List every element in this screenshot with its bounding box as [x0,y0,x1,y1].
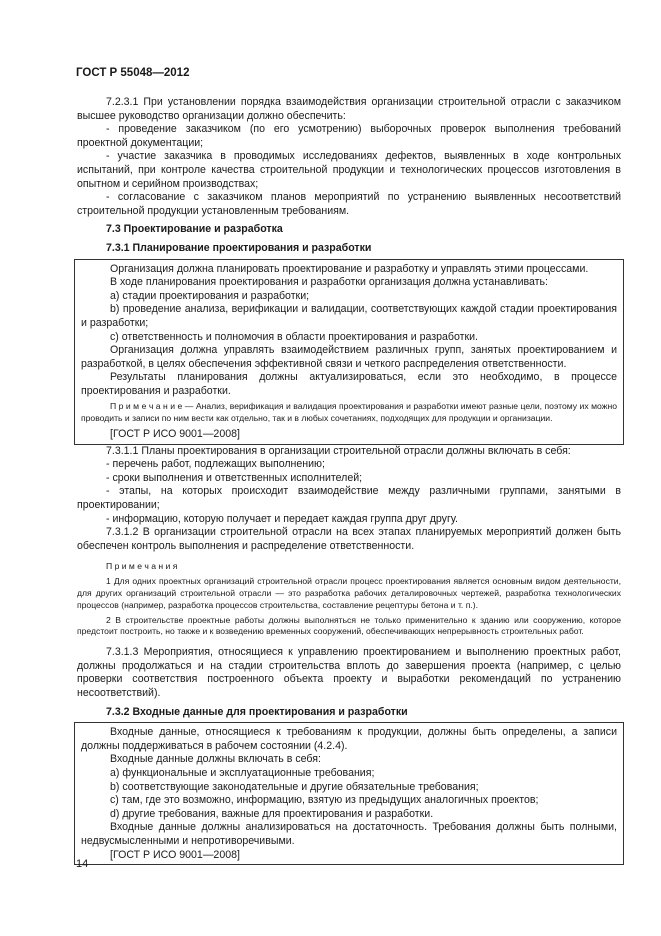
list-item: - согласование с заказчиком планов мероприятий по устранению выявленных несоответствий строительной продукции установленным требованиям. [77,191,621,217]
box-line: d) другие требования, важные для проектирования и разработки. [110,807,434,820]
box-line: Организация должна планировать проектирование и разработку и управлять этими процессами. [110,262,589,275]
subsection-heading: 7.3.2 Входные данные для проектирования и разработки [106,705,408,718]
list-item: - этапы, на которых происходит взаимодействие между различными группами, занятыми в проектировании; [77,485,621,512]
box-line: Входные данные должны анализироваться на достаточность. Требования должны быть полными, недвусмысленными и непротиворечивыми. [81,821,617,847]
paragraph: 7.3.1.2 В организации строительной отрасли на всех этапах планируемых мероприятий должен быть обеспечен контроль выполнения и распределение ответственности. [77,526,621,552]
subsection-heading: 7.3.1 Планирование проектирования и разработки [106,241,372,254]
box-line: b) соответствующие законодательные и другие обязательные требования; [110,780,479,793]
list-item: - сроки выполнения и ответственных исполнителей; [106,471,363,484]
note-text: — Анализ, верификация и валидация проектирования и разработки имеют разные цели, поэтому их можно проводить и записи по ним вести как отдельно, так и в любых сочетаниях, подходящих для продукции и организации. [81,401,617,424]
box-line: Результаты планирования должны актуализироваться, если это необходимо, в процессе проектирования и разработки. [81,371,617,397]
note-item: 2 В строительстве проектные работы должны выполняться не только применительно к зданию или сооружению, которое предстоит построить, но также и к возведению временных сооружений, обеспечивающих непрерывность строительных работ. [77,614,621,637]
box-line: c) ответственность и полномочия в области проектирования и разработки. [110,330,478,343]
box-line: Входные данные должны включать в себя: [110,753,321,766]
notes-label: П р и м е ч а н и я [106,561,178,572]
paragraph: 7.3.1.3 Мероприятия, относящиеся к управлению проектированием и выполнению проектных работ, должны продолжаться и на стадии строительства вплоть до завершения проекта (например, с целью проверки соответствия построенного объекта проекту и выработки рекомендаций по устранению несоответствий). [77,646,621,699]
note-label: П р и м е ч а н и е [110,401,183,412]
paragraph: 7.3.1.1 Планы проектирования в организации строительной отрасли должны включать в себя: [106,444,571,457]
list-item: - проведение заказчиком (по его усмотрению) выборочных проверок выполнения требований проектной документации; [77,123,621,149]
list-item: - перечень работ, подлежащих выполнению; [106,458,325,471]
box-line: Входные данные, относящиеся к требованиям к продукции, должны быть определены, а записи должны поддерживаться в рабочем состоянии (4.2.4). [81,726,617,752]
quoted-standard-box [74,722,624,865]
page-number: 14 [76,858,89,870]
box-line: a) функциональные и эксплуатационные требования; [110,766,375,779]
box-line: b) проведение анализа, верификации и валидации, соответствующих каждой стадии проектирования и разработки; [81,303,617,329]
list-item: - участие заказчика в проводимых исследованиях дефектов, выявленных в ходе контрольных испытаний, при контроле качества строительной продукции и технологических процессов изготовления в опытном и серийном производствах; [77,150,621,190]
document-header: ГОСТ Р 55048—2012 [76,67,190,79]
section-heading: 7.3 Проектирование и разработка [106,223,283,236]
box-line: a) стадии проектирования и разработки; [110,289,310,302]
quoted-standard-box [74,259,624,445]
note-item: 1 Для одних проектных организаций строительной отрасли процесс проектирования является основным видом деятельности, для других организаций строительной отрасли — это разработка рабочих деталировочных чертежей, разработка технологических процессов (например, разработка процессов строительства, составление рецептуры бетона и т. п.). [77,576,621,610]
box-line: c) там, где это возможно, информацию, взятую из предыдущих аналогичных проектов; [110,794,539,807]
box-line: В ходе планирования проектирования и разработки организация должна устанавливать: [110,276,548,289]
standard-reference: [ГОСТ Р ИСО 9001—2008] [110,848,240,861]
standard-reference: [ГОСТ Р ИСО 9001—2008] [110,428,240,441]
paragraph: 7.2.3.1 При установлении порядка взаимодействия организации строительной отрасли с заказчиком высшее руководство организации должно обеспечить: [77,96,621,122]
box-line: Организация должна управлять взаимодействием различных групп, занятых проектированием и разработкой, в целях обеспечения эффективной связи и четкого распределения ответственности. [81,344,617,370]
note [81,401,617,425]
list-item: - информацию, которую получает и передает каждая группа друг другу. [106,512,458,525]
page-content [77,96,621,865]
